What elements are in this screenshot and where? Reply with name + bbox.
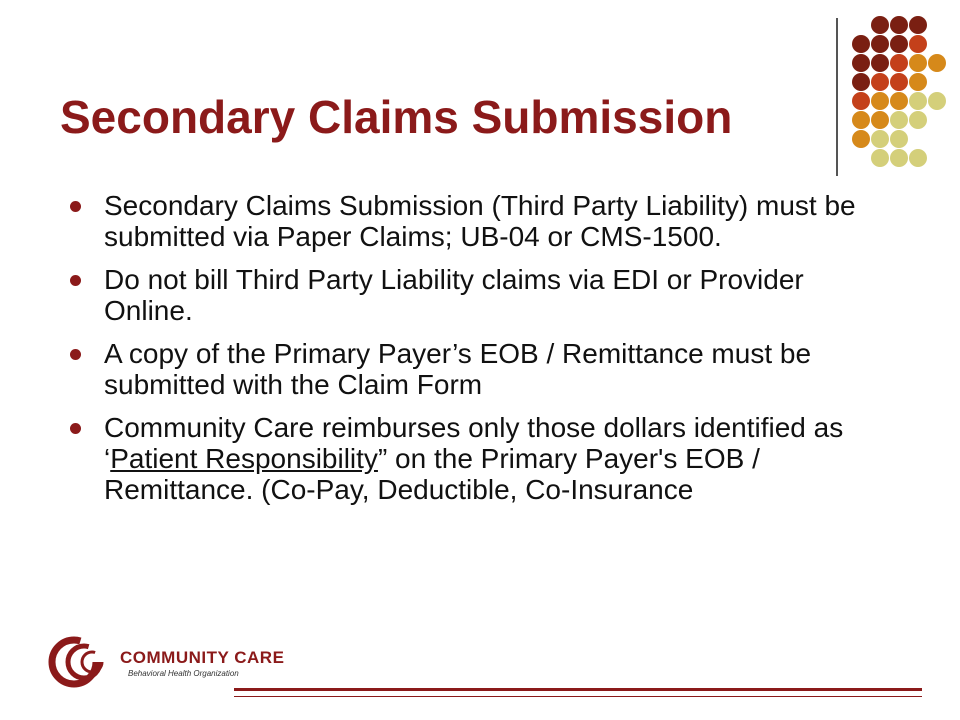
bullet-text: A copy of the Primary Payer’s EOB / Remittance must be submitted with the Claim Form [104, 338, 812, 400]
decorative-dot [871, 73, 889, 91]
decorative-dot [909, 111, 927, 129]
footer-rule-thin [234, 696, 922, 697]
decorative-dot [852, 73, 870, 91]
decorative-dot [852, 92, 870, 110]
decorative-dot [909, 16, 927, 34]
decorative-dot [909, 35, 927, 53]
decorative-dot [871, 92, 889, 110]
decorative-dot [852, 54, 870, 72]
bullet-dot-icon [70, 349, 81, 360]
decorative-dot [871, 149, 889, 167]
decorative-dot [871, 35, 889, 53]
decorative-dot [852, 130, 870, 148]
decorative-dot [871, 54, 889, 72]
decorative-dot [871, 130, 889, 148]
decorative-dot [928, 54, 946, 72]
logo-name: COMMUNITY CARE [120, 648, 285, 667]
bullet-dot-icon [70, 275, 81, 286]
decorative-vertical-line [836, 18, 838, 176]
decorative-dot [890, 111, 908, 129]
bullet-list [56, 190, 896, 517]
slide-title: Secondary Claims Submission [60, 91, 733, 143]
decorative-dot [909, 73, 927, 91]
bullet-item [56, 338, 896, 400]
bullet-text-continued: ” on the Primary Payer's EOB / Remittance. (Co-Pay, Deductible, Co-Insurance [104, 443, 760, 505]
decorative-dot [909, 92, 927, 110]
bullet-dot-icon [70, 423, 81, 434]
decorative-dot [890, 130, 908, 148]
decorative-dot [890, 16, 908, 34]
community-care-logo [48, 636, 285, 688]
bullet-item [56, 190, 896, 252]
decorative-dot [890, 149, 908, 167]
decorative-dot-grid [852, 10, 952, 160]
underlined-term: Patient Responsibility [110, 443, 378, 474]
decorative-dot [871, 16, 889, 34]
bullet-text: Do not bill Third Party Liability claims via EDI or Provider Online. [104, 264, 804, 326]
decorative-dot [909, 54, 927, 72]
decorative-dot [890, 35, 908, 53]
bullet-text: Community Care reimburses only those dollars identified as ‘ [104, 412, 844, 474]
decorative-dot [852, 35, 870, 53]
decorative-dot [890, 73, 908, 91]
decorative-dot [871, 111, 889, 129]
bullet-item [56, 412, 896, 505]
bullet-text: Secondary Claims Submission (Third Party Liability) must be submitted via Paper Claims; UB-04 or CMS-1500. [104, 190, 856, 252]
logo-swirl-icon [48, 636, 128, 688]
decorative-dot [928, 92, 946, 110]
bullet-dot-icon [70, 201, 81, 212]
decorative-dot [909, 149, 927, 167]
decorative-dot [890, 92, 908, 110]
decorative-dot [852, 111, 870, 129]
decorative-dot [890, 54, 908, 72]
logo-subtitle: Behavioral Health Organization [128, 669, 239, 678]
footer-rule-thick [234, 688, 922, 691]
bullet-item [56, 264, 896, 326]
